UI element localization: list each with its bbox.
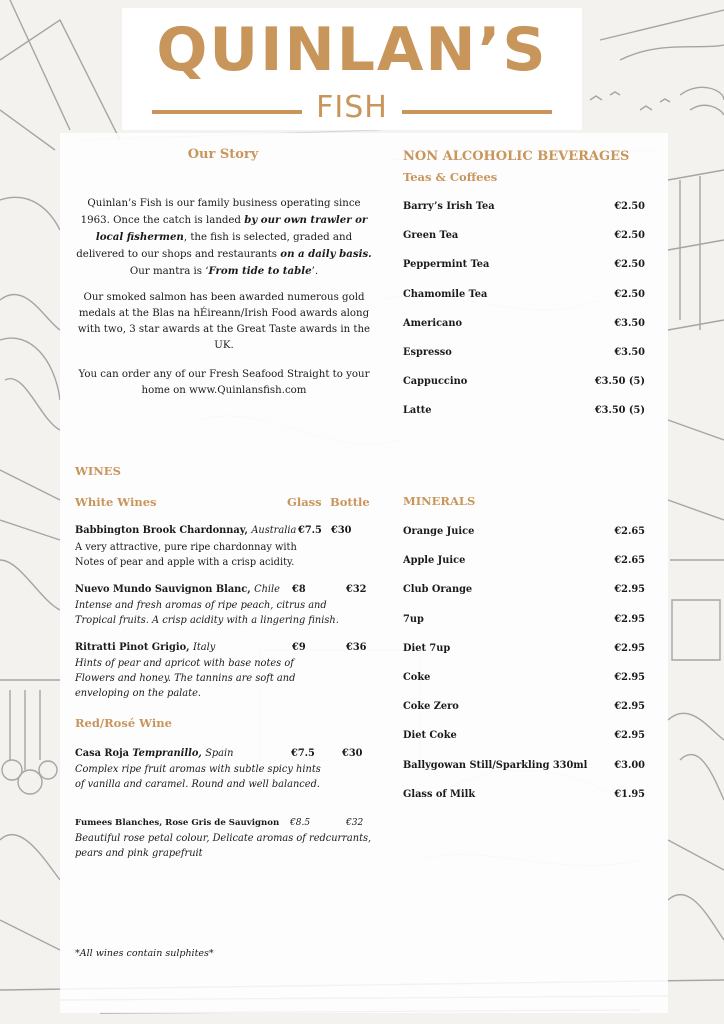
beverage-price: €2.65 bbox=[614, 526, 645, 537]
sulphites-footnote: *All wines contain sulphites* bbox=[75, 948, 214, 959]
beverage-price: €2.95 bbox=[614, 642, 645, 654]
beverage-price: €3.50 bbox=[614, 317, 645, 329]
beverage-price: €3.50 (5) bbox=[594, 405, 645, 417]
wine-glass-price: €8.5 bbox=[290, 818, 311, 828]
beverage-price: €1.95 bbox=[614, 788, 645, 800]
wine-item-name: Casa Roja Tempranillo, Spain bbox=[75, 748, 234, 759]
story-text-run: ’. bbox=[311, 266, 319, 277]
beverage-row bbox=[403, 701, 645, 717]
wine-glass-price: €7.5 bbox=[298, 525, 322, 536]
beverage-row bbox=[403, 376, 645, 392]
wine-variety: Tempranillo, bbox=[132, 748, 202, 759]
wine-description: Hints of pear and apricot with base notes of Flowers and honey. The tannins are soft and enveloping on the palate. bbox=[75, 658, 296, 699]
beverage-name: Cappuccino bbox=[403, 376, 468, 388]
brand-sub: FISH bbox=[316, 90, 388, 125]
beverage-price: €2.95 bbox=[614, 730, 645, 742]
wine-description: Beautiful rose petal colour, Delicate aromas of redcurrants, pears and pink grapefruit bbox=[75, 833, 372, 859]
story-title: Our Story bbox=[187, 147, 259, 162]
beverage-row bbox=[403, 614, 645, 630]
beverage-price: €2.50 bbox=[614, 230, 645, 242]
beverage-name: Latte bbox=[403, 405, 432, 417]
beverage-name: Espresso bbox=[403, 347, 452, 358]
beverage-row bbox=[403, 230, 645, 246]
beverage-row bbox=[403, 347, 645, 363]
story-text-run: Our mantra is ‘ bbox=[129, 266, 209, 277]
wine-origin: Australia bbox=[251, 525, 297, 536]
red-rose-wine-heading: Red/Rosé Wine bbox=[75, 716, 172, 730]
beverage-row bbox=[403, 318, 645, 334]
wine-origin: Italy bbox=[192, 642, 216, 653]
story-text-run: , the fish is selected, graded and delivered to our shops and restaurants bbox=[76, 232, 353, 260]
wine-glass-price: €9 bbox=[292, 642, 306, 653]
beverage-price: €2.95 bbox=[614, 584, 645, 596]
beverage-row bbox=[403, 643, 645, 659]
beverage-price: €2.95 bbox=[614, 701, 645, 713]
beverage-price: €2.50 bbox=[614, 288, 645, 300]
beverage-name: 7up bbox=[403, 613, 424, 625]
wine-bottle-price: €30 bbox=[331, 525, 352, 536]
beverage-row bbox=[403, 259, 645, 275]
wine-bottle-price: €36 bbox=[346, 642, 367, 653]
wine-item-name: Fumees Blanches, Rose Gris de Sauvignon bbox=[75, 818, 280, 828]
beverage-price: €2.95 bbox=[614, 613, 645, 625]
wine-glass-price: €8 bbox=[292, 584, 306, 595]
beverage-name: Orange Juice bbox=[403, 526, 475, 537]
story-text-run: Quinlan’s Fish is our family business operating since 1963. Once the catch is landed bbox=[80, 198, 361, 226]
beverage-row bbox=[403, 789, 645, 805]
beverage-row bbox=[403, 584, 645, 600]
wine-bottle-price: €30 bbox=[342, 748, 363, 759]
beverage-row bbox=[403, 555, 645, 571]
story-paragraph-1 bbox=[76, 196, 372, 280]
minerals-heading: MINERALS bbox=[403, 494, 476, 508]
beverage-price: €2.95 bbox=[614, 672, 645, 683]
beverage-row bbox=[403, 730, 645, 746]
beverage-row bbox=[403, 760, 645, 776]
beverage-name: Green Tea bbox=[403, 230, 459, 242]
beverage-price: €3.00 bbox=[614, 759, 645, 771]
beverage-name: Americano bbox=[403, 317, 463, 329]
beverage-name: Club Orange bbox=[403, 584, 473, 596]
wine-item-name: Ritratti Pinot Grigio, Italy bbox=[75, 642, 216, 653]
wine-bottle-price: €32 bbox=[346, 818, 364, 828]
beverage-row bbox=[403, 672, 645, 688]
story-emphasis: by our own trawler or local fishermen bbox=[95, 214, 368, 243]
story-emphasis: From tide to table bbox=[208, 265, 312, 277]
story-paragraph-2: Our smoked salmon has been awarded numerous gold medals at the Blas na hÉireann/Irish Food awards along with two, 3 star awards at the Great Taste awards in the UK. bbox=[77, 292, 371, 351]
beverage-price: €3.50 bbox=[614, 347, 645, 358]
non-alcoholic-beverages-heading: NON ALCOHOLIC BEVERAGES bbox=[403, 149, 630, 164]
beverage-name: Chamomile Tea bbox=[403, 288, 488, 300]
teas-coffees-heading: Teas & Coffees bbox=[403, 170, 498, 184]
wine-origin: Spain bbox=[205, 748, 234, 759]
beverage-price: €2.65 bbox=[614, 555, 645, 567]
wine-description: A very attractive, pure ripe chardonnay with Notes of pear and apple with a crisp acidity. bbox=[75, 542, 297, 568]
beverage-name: Coke bbox=[403, 672, 431, 683]
beverage-row bbox=[403, 405, 645, 421]
beverage-price: €2.50 bbox=[614, 201, 645, 212]
brand-name: QUINLAN’S bbox=[156, 15, 548, 85]
beverage-price: €2.50 bbox=[614, 259, 645, 271]
story-p1-text bbox=[76, 198, 371, 277]
wine-description: Intense and fresh aromas of ripe peach, citrus and Tropical fruits. A crisp acidity with a lingering finish. bbox=[75, 600, 339, 626]
wine-item-name: Babbington Brook Chardonnay, Australia bbox=[75, 525, 297, 536]
beverage-name: Peppermint Tea bbox=[403, 259, 490, 271]
story-emphasis: on a daily basis. bbox=[280, 248, 372, 260]
bottle-column-label: Bottle bbox=[330, 495, 370, 509]
beverage-name: Diet Coke bbox=[403, 730, 457, 742]
beverage-name: Glass of Milk bbox=[403, 788, 476, 800]
wine-origin: Chile bbox=[254, 584, 280, 595]
beverage-name: Coke Zero bbox=[403, 701, 459, 713]
beverage-name: Ballygowan Still/Sparkling 330ml bbox=[403, 759, 588, 771]
story-paragraph-3: You can order any of our Fresh Seafood Straight to your home on www.Quinlansfish.com bbox=[78, 369, 370, 396]
wines-heading: WINES bbox=[75, 464, 121, 478]
beverage-price: €3.50 (5) bbox=[594, 376, 645, 388]
beverage-row bbox=[403, 289, 645, 305]
beverage-row bbox=[403, 201, 645, 217]
beverage-row bbox=[403, 526, 645, 542]
wine-bottle-price: €32 bbox=[346, 584, 367, 595]
beverage-name: Barry’s Irish Tea bbox=[403, 201, 495, 212]
beverage-name: Diet 7up bbox=[403, 642, 451, 654]
white-wines-heading: White Wines bbox=[75, 495, 157, 509]
wine-glass-price: €7.5 bbox=[291, 748, 315, 759]
glass-column-label: Glass bbox=[287, 495, 322, 509]
wine-item-name: Nuevo Mundo Sauvignon Blanc, Chile bbox=[75, 584, 280, 595]
beverage-name: Apple Juice bbox=[403, 555, 466, 567]
wine-description: Complex ripe fruit aromas with subtle spicy hints of vanilla and caramel. Round and well balanced. bbox=[75, 764, 321, 790]
